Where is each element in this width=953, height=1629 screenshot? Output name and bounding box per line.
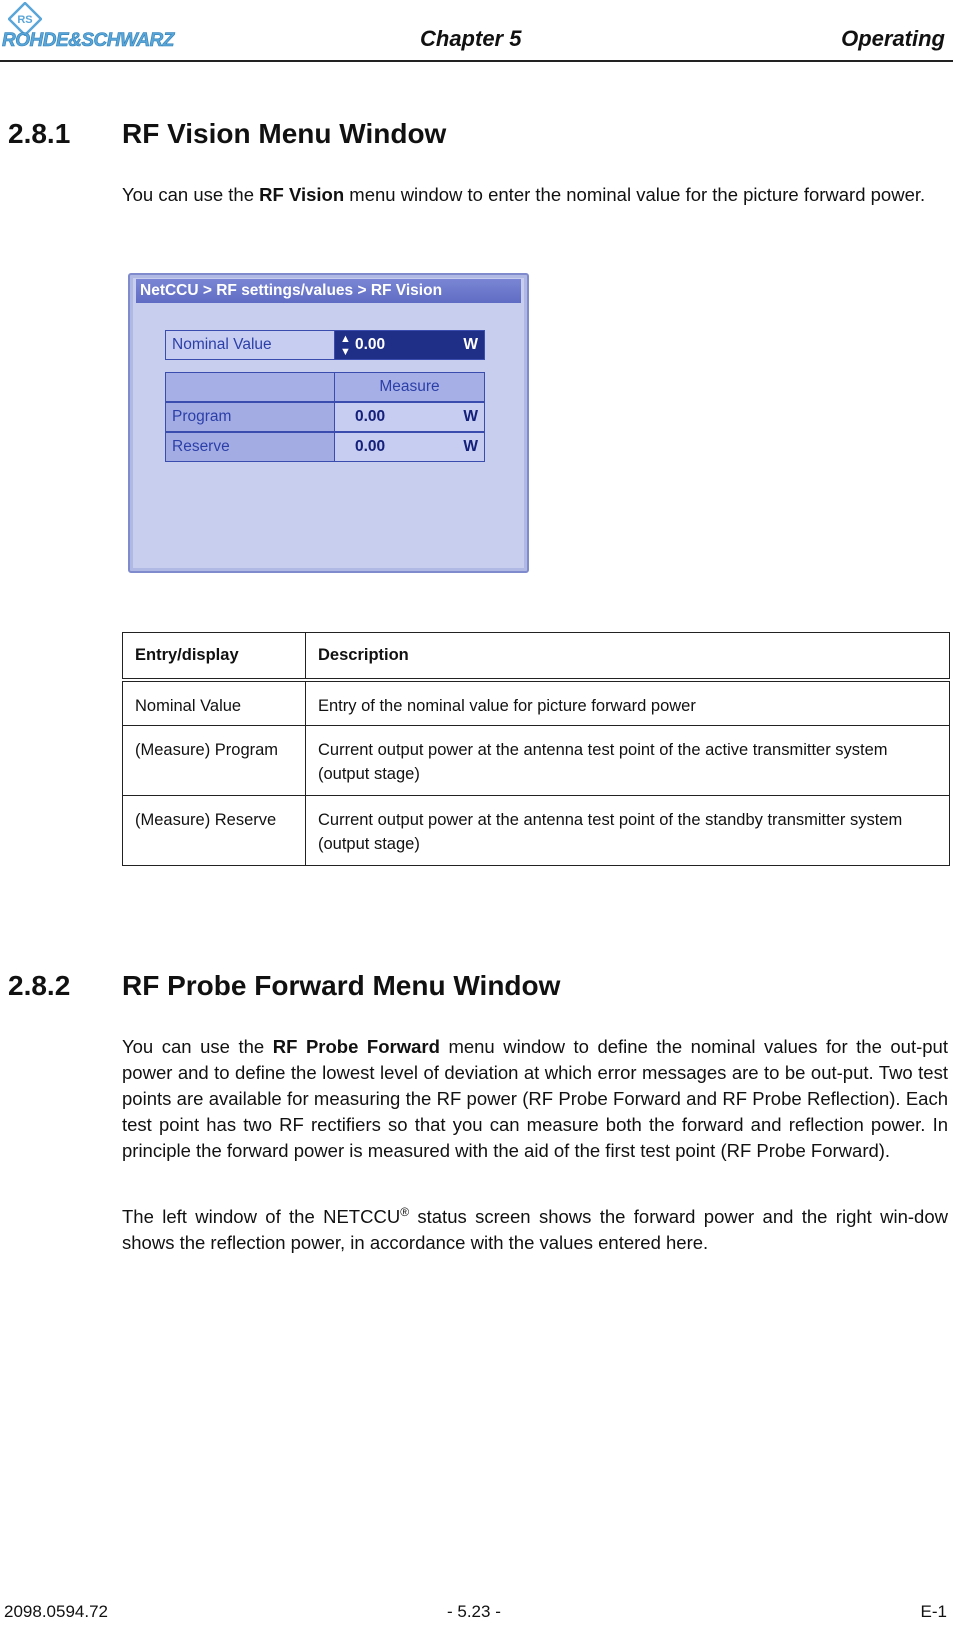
page-header [0,0,953,62]
edition-label: E-1 [920,1602,947,1621]
section-body-paragraph [122,1034,948,1164]
program-value: 0.00 [355,408,386,425]
program-label: Program [165,402,335,432]
section-heading-rf-probe-forward [8,970,560,1002]
table-header: Description [306,633,950,680]
table-header-row [123,633,950,680]
table-row [123,680,950,726]
section-number: 2.8.1 [8,118,71,149]
program-unit: W [463,408,478,425]
reserve-value: 0.00 [355,438,386,455]
rf-vision-window [128,273,529,573]
section-number: 2.8.2 [8,970,71,1001]
nominal-value: 0.00 [355,336,386,353]
section-status-paragraph [122,1204,948,1256]
header-divider [0,60,953,62]
section-intro-paragraph [122,182,948,208]
nominal-value-label: Nominal Value [165,330,335,360]
section-label: Operating [841,26,945,51]
para-bold-term: RF Vision [259,184,345,205]
para-text: status screen shows the forward power and the right win-dow shows the reflection power, in accordance with the values entered here. [122,1206,948,1253]
spinner-icon[interactable]: ▲ ▼ [340,333,351,358]
document-number: 2098.0594.72 [4,1602,108,1621]
para-text: menu window to enter the nominal value for the picture forward power. [344,184,926,205]
table-cell-description: Current output power at the antenna test point of the active transmitter system (output stage) [306,726,950,796]
measure-header: Measure [335,372,485,402]
para-bold-term: RF Probe Forward [272,1036,440,1057]
reserve-row [165,432,485,462]
chapter-label: Chapter 5 [420,26,522,51]
reserve-label: Reserve [165,432,335,462]
measure-header-row [165,372,485,402]
table-cell-entry: Nominal Value [123,680,306,726]
program-value-field [335,402,485,432]
section-heading-rf-vision [8,118,446,150]
measure-header-blank [165,372,335,402]
nominal-unit: W [463,336,478,353]
table-cell-entry: (Measure) Program [123,726,306,796]
reserve-unit: W [463,438,478,455]
table-row [123,796,950,866]
page-number: - 5.23 - [447,1602,501,1621]
svg-text:RS: RS [17,14,33,26]
program-row [165,402,485,432]
para-text: menu window to define the nominal values for the out-put power and to define the lowest level of deviation at which error messages are to be out-put. Two test points are available for measuring the RF power (RF Probe Forward and RF Probe Reflection). Each test point has two RF rectifiers so that you can measure both the forward and reflection power. In principle the forward power is measured with the aid of the first test point (RF Probe Forward). [122,1036,948,1161]
rohde-schwarz-logo [2,2,227,52]
table-cell-entry: (Measure) Reserve [123,796,306,866]
para-text: The left window of the NETCCU [122,1206,401,1227]
section-title: RF Vision Menu Window [122,118,447,149]
para-text: You can use the [122,184,260,205]
logo-text: ROHDE&SCHWARZ [2,30,174,51]
entry-description-table [122,632,950,866]
nominal-value-row[interactable] [165,330,485,360]
table-cell-description: Current output power at the antenna test point of the standby transmitter system (output stage) [306,796,950,866]
registered-mark: ® [400,1204,410,1219]
nominal-value-field[interactable] [335,330,485,360]
reserve-value-field [335,432,485,462]
para-text: You can use the [122,1036,273,1057]
table-header: Entry/display [123,633,306,680]
table-row [123,726,950,796]
window-title-bar: NetCCU > RF settings/values > RF Vision [136,279,521,303]
table-cell-description: Entry of the nominal value for picture forward power [306,680,950,726]
section-title: RF Probe Forward Menu Window [122,970,561,1001]
